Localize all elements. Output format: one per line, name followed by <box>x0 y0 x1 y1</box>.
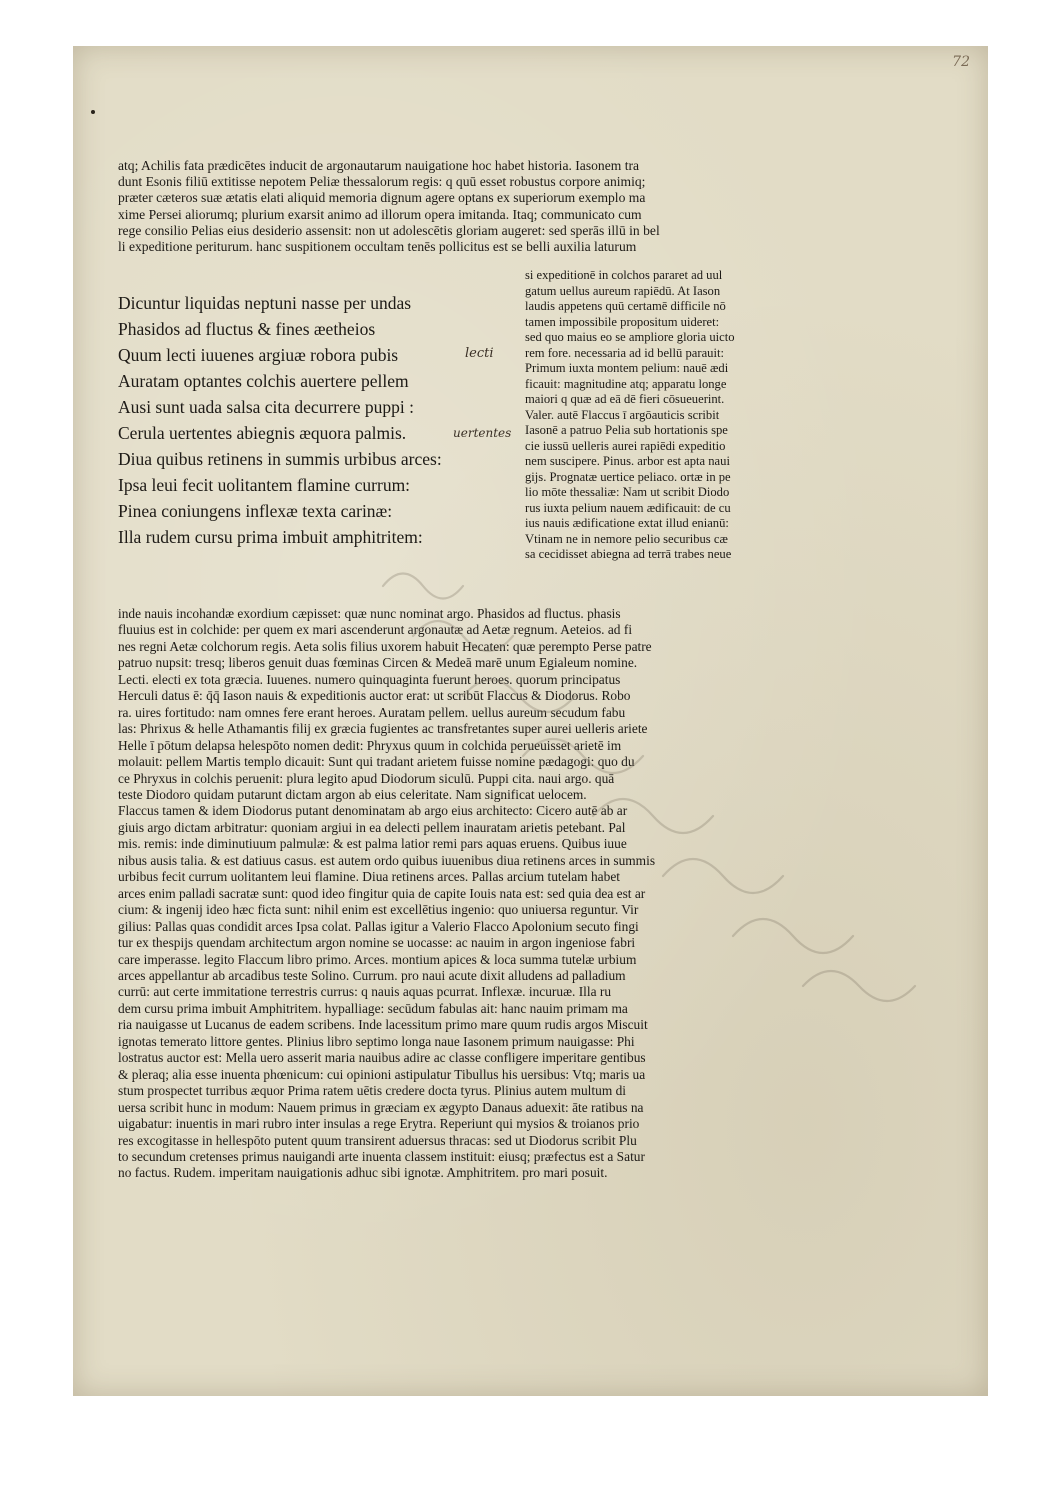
body-line: molauit: pellem Martis templo dicauit: Sunt qui tradant arietem fuisse nomine pædagogi: quo du <box>118 754 635 770</box>
commentary-line: lio mōte thessaliæ: Nam ut scribit Diodo <box>525 485 730 499</box>
body-line: ce Phryxus in colchis peruenit: plura legito apud Diodorum siculū. Puppi cita. naui argo. quā <box>118 770 615 786</box>
commentary-line: si expeditionē in colchos pararet ad uul <box>525 268 723 282</box>
poem-verse: Auratam optantes colchis auertere pellem <box>118 371 409 391</box>
commentary-line: sa cecidisset abiegna ad terrā trabes neue <box>525 547 732 561</box>
body-line: gilius: Pallas quas condidit arces Ipsa colat. Pallas igitur a Valerio Flacco Apolonium secuto fingi <box>118 918 639 934</box>
body-commentary <box>118 606 918 1182</box>
poem-verse: Dicuntur liquidas neptuni nasse per undas <box>118 293 412 313</box>
body-line: tur ex thespijs quendam architectum argon nomine se uocasse: ac nauim in argon ingeniose fabri <box>118 935 636 951</box>
body-line: arces enim palladi sacratæ sunt: quod ideo fingitur quia de capite Iouis nata est: sed quia dea est ar <box>118 885 646 901</box>
poem-verse: Quum lecti iuuenes argiuæ robora pubis <box>118 345 399 365</box>
body-line: cium: & ingenij ideo hæc ficta sunt: nihil enim est excellētius ingenio: quo uniuersa reguntur. Vir <box>118 902 639 918</box>
intro-line: li expeditione periturum. hanc suspitionem occultam tenēs pollicitus est se belli auxilia laturum <box>118 239 637 255</box>
body-line: Helle ī pōtum delapsa helespōto nomen dedit: Phryxus quum in colchida perueuisset arietē im <box>118 737 622 753</box>
body-line: patruo nupsit: tresq; liberos genuit duas fœminas Circen & Medeā marē unum Egialeum nomine. <box>118 655 638 671</box>
margin-note-uertentes: uertentes <box>453 426 512 440</box>
body-line: stum prospectet turribus æquor Prima ratem uētis credere docta tyrus. Plinius autem multum di <box>118 1083 627 1099</box>
commentary-line: ficauit: magnitudine atq; apparatu longe <box>525 376 727 391</box>
poem-verse: Ausi sunt uada salsa cita decurrere puppi : <box>118 397 414 417</box>
commentary-line: gatum uellus aureum rapiēdū. At Iason <box>525 283 721 298</box>
intro-paragraph <box>118 158 918 255</box>
intro-line: xime Persei aliorumq; plurium exarsit animo ad illorum opera imitanda. Itaq; communicato cum <box>118 206 642 222</box>
commentary-line: Vtinam ne in nemore pelio securibus cæ <box>525 531 728 546</box>
commentary-line: Iasonē a patruo Pelia sub hortationis spe <box>525 423 728 437</box>
body-line: uigabatur: inuentis in mari rubro inter insulas a rege Erytra. Reperiunt qui mysios & troianos prio <box>118 1116 640 1132</box>
body-line: urbibus fecit currum uolitantem leui flamine. Diua retinens arces. Pallas arcium tutelam habet <box>118 869 620 885</box>
intro-line: atq; Achilis fata prædicētes inducit de argonautarum nauigatione hoc habet historia. Iasonem tra <box>118 158 640 173</box>
body-line: res excogitasse in hellespōto putent quum transirent aduersus thracas: sed ut Diodorus scribit Plu <box>118 1132 637 1148</box>
poem-verse: Phasidos ad fluctus & fines æetheios <box>118 319 376 339</box>
poem-verse: Cerula uertentes abiegnis æquora palmis. <box>118 423 407 443</box>
commentary-line: sed quo maius eo se ampliore gloria uicto <box>525 330 735 344</box>
poem-block <box>118 290 498 550</box>
commentary-line: rem fore. necessaria ad id bellū parauit: <box>525 345 724 360</box>
commentary-line: gijs. Prognatæ uertice peliaco. ortæ in pe <box>525 469 731 484</box>
body-line: nes regni Aetæ colchorum regis. Aeta solis filius uxorem habuit Hecaten: quæ perempto Perse patre <box>118 638 652 654</box>
commentary-line: cie iussū uelleris aurei rapiēdi expeditio <box>525 438 726 453</box>
commentary-line: maiori q quæ ad eā dē fieri cōsueuerint. <box>525 392 725 406</box>
body-line: giuis argo dictam arbitratur: quoniam argiui in ea delecti pellem inauratam arietis petebant. Pal <box>118 819 626 835</box>
body-line: ra. uires fortitudo: nam omnes fere erant heroes. Auratam pellem. uellus aureum secudum fabu <box>118 704 626 720</box>
body-line: lostratus auctor est: Mella uero asserit maria nauibus adire ac classe confligere imperitare gentibus <box>118 1050 646 1066</box>
intro-line: præter cæteros suæ ætatis elati aliquid memoria dignum agere optans ex superiorum exemplo ma <box>118 190 646 206</box>
body-line: arces appellantur ab arcadibus teste Solino. Currum. pro naui acute dixit alludens ad palladium <box>118 967 626 983</box>
manuscript-page <box>73 46 988 1396</box>
commentary-line: Primum iuxta montem pelium: nauē ædi <box>525 361 729 375</box>
body-line: uersa scribit hunc in modum: Nauem primus in græciam ex ægypto Danaus aduexit: āte ratibus na <box>118 1099 644 1115</box>
commentary-line: rus iuxta pelium nauem ædificauit: de cu <box>525 500 731 515</box>
commentary-line: tamen impossibile propositum uideret: <box>525 314 720 329</box>
body-line: Flaccus tamen & idem Diodorus putant denominatam ab argo eius architecto: Cicero autē ab ar <box>118 803 628 819</box>
body-line: fluuius est in colchide: per quem ex mari ascenderunt argonautæ ad Aetæ regnum. Aeteios. ad fi <box>118 622 633 638</box>
body-line: mis. remis: inde diminutiuum palmulæ: & est palma latior remi pars aquas eruens. Quibus iuue <box>118 836 627 852</box>
body-line: care imperasse. legito Flaccum libro primo. Arces. montium apices & loca summa tutelæ urbium <box>118 951 637 967</box>
ink-dot <box>91 110 95 114</box>
body-line: teste Diodoro quidam putarunt dictam argon ab eius celeritate. Nam significat uelocem. <box>118 786 587 802</box>
body-line: currū: aut certe immitatione terrestris currus: q nauis aquas pcurrat. Inflexæ. incuruæ. Illa ru <box>118 984 612 1000</box>
commentary-column <box>525 268 818 563</box>
body-line: Lecti. electi ex tota græcia. Iuuenes. numero quinquaginta fuerunt heroes. quorum principatus <box>118 671 621 687</box>
poem-verse: Diua quibus retinens in summis urbibus arces: <box>118 449 442 469</box>
body-line: ignotas temerato littore gentes. Plinius libro septimo longa naue Iasonem primum nauigasse: Phi <box>118 1033 635 1049</box>
intro-line: rege consilio Pelias eius desiderio assensit: non ut adolescētis gloriam augeret: sed sperās illū in bel <box>118 222 660 238</box>
body-line: inde nauis incohandæ exordium cæpisset: quæ nunc nominat argo. Phasidos ad fluctus. phasis <box>118 606 621 621</box>
commentary-line: nem suscipere. Pinus. arbor est apta naui <box>525 454 730 468</box>
body-line: dem cursu prima imbuit Amphitritem. hypalliage: secūdum fabulas ait: hanc nauim primam ma <box>118 1000 628 1016</box>
body-line: nibus ausis talia. & est datiuus casus. est autem ordo quibus iuuenibus diua retinens arces in summis <box>118 852 656 868</box>
poem-verse: Illa rudem cursu prima imbuit amphitritem: <box>118 527 423 547</box>
commentary-line: ius nauis ædificatione extat illud enianū: <box>525 516 729 530</box>
body-line: & pleraq; alia esse inuenta phœnicum: cui opinioni astipulatur Tibullus his uersibus: Vtq; maris ua <box>118 1066 646 1082</box>
body-line: no factus. Rudem. imperitam nauigationis adhuc sibi ignotæ. Amphitritem. pro mari posuit. <box>118 1165 608 1181</box>
body-line: las: Phrixus & helle Athamantis filij ex græcia fugientes ac transfretantes super aurei uelleris ariete <box>118 721 648 737</box>
body-line: Herculi datus ē: q̄q̄ Iason nauis & expeditionis auctor erat: ut scribūt Flaccus & Diodorus. Robo <box>118 688 631 704</box>
commentary-line: Valer. autē Flaccus ī argōauticis scribit <box>525 407 720 422</box>
body-line: to secundum cretenses primus nauigandi arte inuenta classem instituit: eiusq; præfectus est a Satur <box>118 1148 645 1164</box>
margin-note-lecti: lecti <box>465 346 494 361</box>
body-line: ria nauigasse ut Lucanus de eadem scribens. Inde lacessitum primo mare quum rudis argos Miscuit <box>118 1017 648 1033</box>
intro-line: dunt Esonis filiū extitisse nepotem Peliæ thessalorum regis: q quū esset robustus corpore animiq; <box>118 174 646 190</box>
folio-number: 72 <box>952 54 970 70</box>
poem-verse: Pinea coniungens inflexæ texta carinæ: <box>118 501 393 521</box>
commentary-line: laudis appetens quū certamē difficile nō <box>525 299 726 313</box>
poem-verse: Ipsa leui fecit uolitantem flamine currum: <box>118 475 411 495</box>
